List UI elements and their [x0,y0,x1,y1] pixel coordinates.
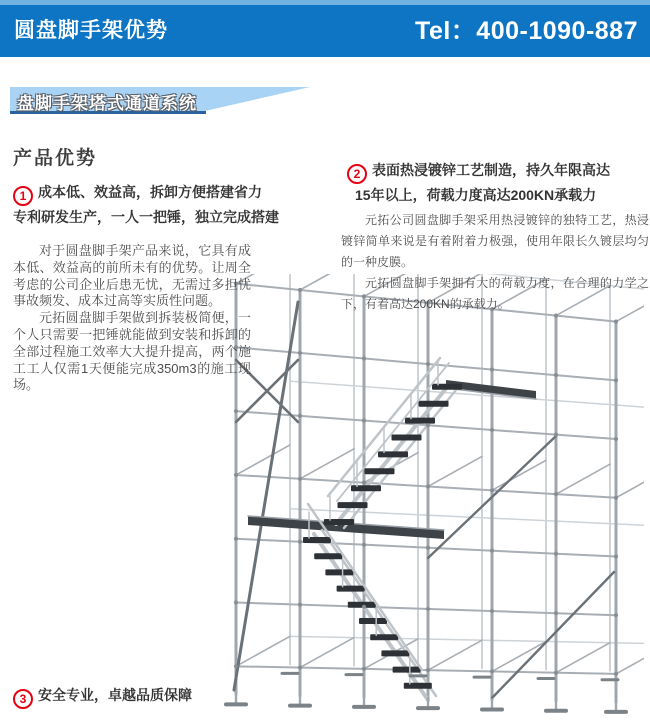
advantage-1-paragraph: 元拓圆盘脚手架做到拆装极简便，一个人只需要一把锤就能做到安装和拆卸的全部过程施工效率大大提升提高，两个施工工人仅需1天便能完成350m3的施工现场。 [13,310,251,393]
advantage-1-heading [13,181,298,229]
advantage-2-heading [347,159,642,207]
advantage-3-number-badge: 3 [13,689,33,709]
advantage-3-heading [13,684,313,709]
section-ribbon [10,87,310,111]
advantage-2-number-badge: 2 [347,164,367,184]
header-bar [0,5,650,57]
advantage-1-line2: 专利研发生产，一人一把锤，独立完成搭建 [13,209,279,225]
advantage-1-body [13,243,251,394]
scaffold-illustration [220,274,644,719]
section-title: 产品优势 [13,148,98,169]
advantage-1-line1 [13,181,298,206]
advantage-2-body [341,210,649,315]
page-title: 圆盘脚手架优势 [14,19,168,42]
telephone-number: Tel：400-1090-887 [415,17,638,45]
advantage-2-paragraph: 元拓公司圆盘脚手架采用热浸镀锌的独特工艺，热浸镀锌简单来说是有着附着力极强，使用年限长久镀层均匀的一种皮膜。 [341,213,649,269]
advantage-2-paragraph: 元拓圆盘脚手架拥有大的荷载力度，在合理的力学之下，有着高达200KN的承载力。 [341,276,649,311]
advantage-2-line1 [347,159,642,184]
advantage-1-paragraph: 对于圆盘脚手架产品来说，它具有成本低、效益高的前所未有的优势。让周全考虑的公司企业后患无忧，无需过多担忧事故频发、成本过高等实质性问题。 [13,243,251,309]
advantage-3-title: 安全专业，卓越品质保障 [38,687,192,703]
ribbon-label: 盘脚手架塔式通道系统 [17,94,197,113]
advantage-2-title: 表面热浸镀锌工艺制造，持久年限高达 [372,162,610,178]
advantage-1-number-badge: 1 [13,186,33,206]
scaffold-photo [220,274,644,719]
advantage-1-title: 成本低、效益高，拆卸方便搭建省力 [38,184,262,200]
advantage-2-line2: 15年以上，荷载力度高达200KN承载力 [355,187,597,203]
